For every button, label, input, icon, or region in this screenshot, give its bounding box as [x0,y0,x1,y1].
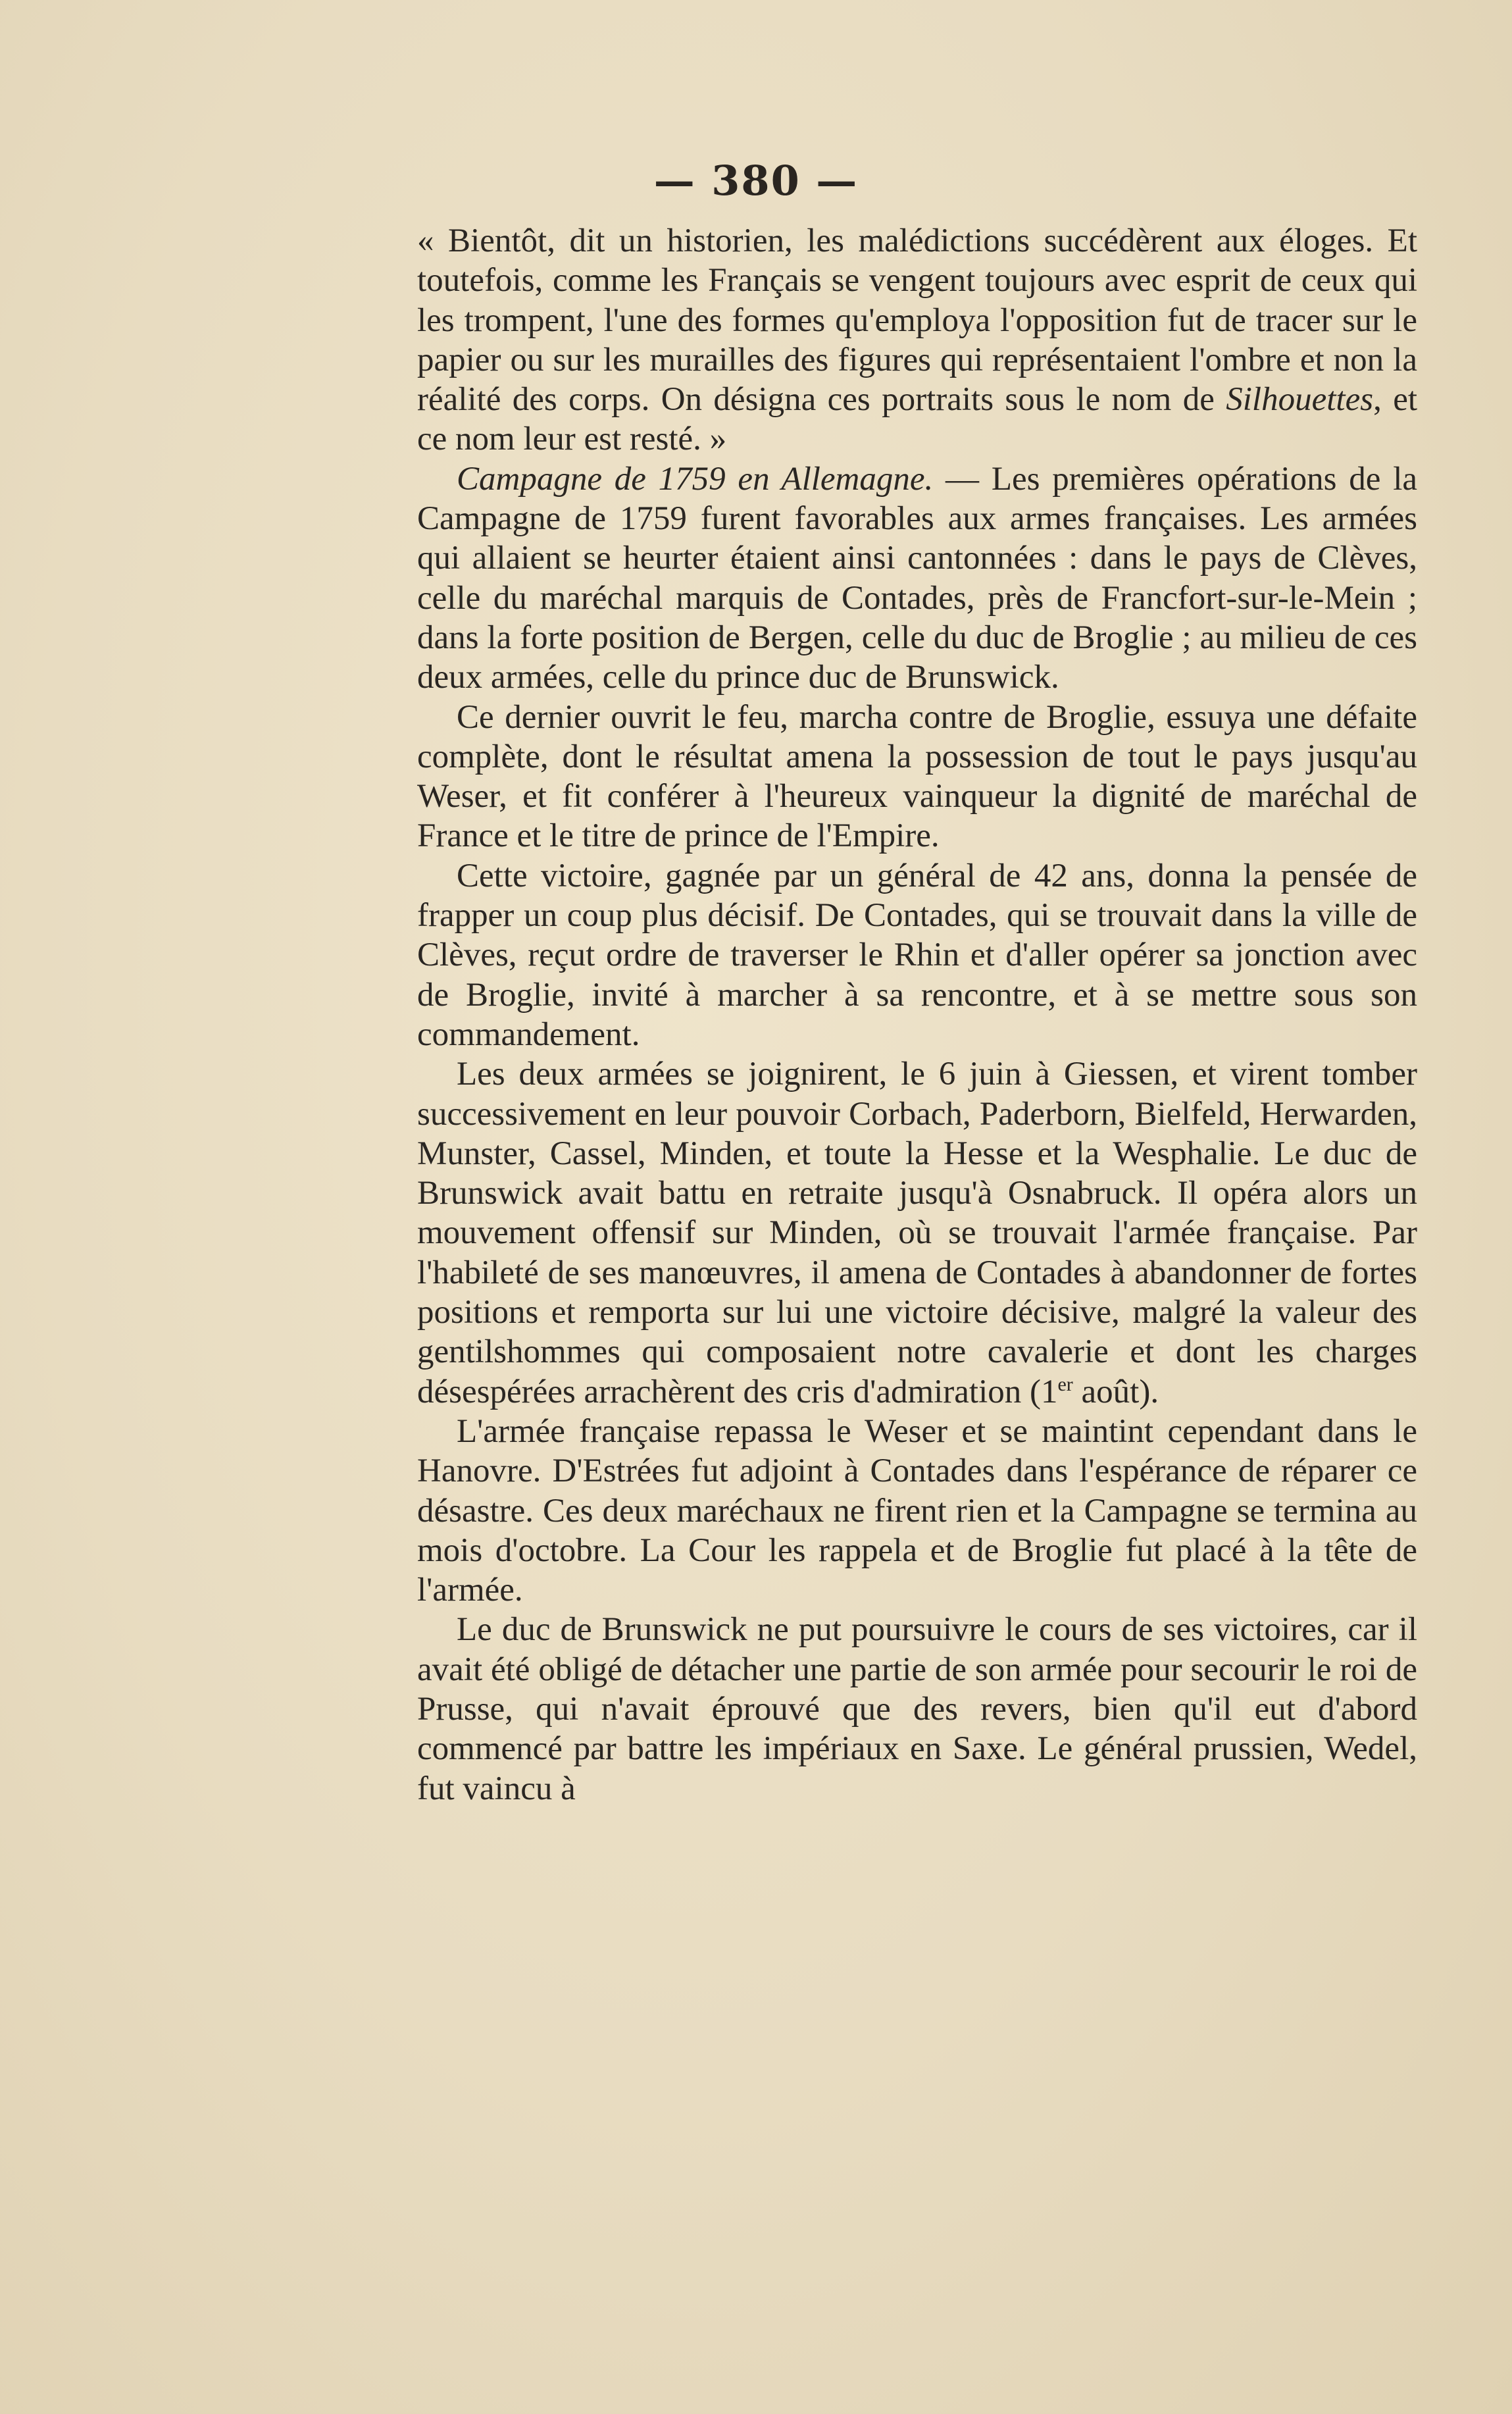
paragraph-5 [417,1054,1417,1412]
paragraph-text: Le duc de Brunswick ne put poursuivre le cours de ses victoires, car il avait été obligé de détacher une partie de son armée pour secourir le roi de Prusse, qui n'avait éprouvé que des revers, bien qu'il eut d'abord commencé par battre les impériaux en Saxe. Le général prussien, Wedel, fut vaincu à [417,1611,1417,1807]
paragraph-6 [417,1412,1417,1610]
section-heading: Campagne de 1759 en Allemagne. [457,460,934,498]
paragraph-text: — Les premières opérations de la Campagne de 1759 furent favorables aux armes françaises. Les armées qui allaient se heurter étaient ainsi cantonnées : dans le pays de Clèves, celle du maréchal marquis de Contades, près de Francfort-sur-le-Mein ; dans la forte position de Bergen, celle du duc de Broglie ; au milieu de ces deux armées, celle du prince duc de Brunswick. [417,460,1417,696]
superscript: er [1057,1373,1073,1395]
paragraph-4 [417,856,1417,1054]
paragraph-2 [417,459,1417,698]
paragraph-text: Cette victoire, gagnée par un général de 42 ans, donna la pensée de frapper un coup plus décisif. De Contades, qui se trouvait dans la ville de Clèves, reçut ordre de traverser le Rhin et d'aller opérer sa jonction avec de Broglie, invité à marcher à sa rencontre, et à se mettre sous son commandement. [417,857,1417,1053]
paragraph-1 [417,221,1417,459]
italic-term: Silhouettes [1226,381,1374,419]
paragraph-7 [417,1610,1417,1808]
paragraph-text: Les deux armées se joignirent, le 6 juin à Giessen, et virent tomber successivement en leur pouvoir Corbach, Paderborn, Bielfeld, Herwarden, Munster, Cassel, Minden, et toute la Hesse et la Wesphalie. Le duc de Brunswick avait battu en retraite jusqu'à Osnabruck. Il opéra alors un mouvement offensif sur Minden, où se trouvait l'armée française. Par l'habileté de ses manœuvres, il amena de Contades à abandonner de fortes positions et remporta sur lui une victoire décisive, malgré la valeur des gentilshommes qui composaient notre cavalerie et dont les charges désespérées arrachèrent des cris d'admiration (1 [417,1056,1417,1410]
body-text [417,221,1417,1809]
paragraph-3 [417,698,1417,856]
page-number: — 380 — [653,157,859,205]
paragraph-text: Ce dernier ouvrit le feu, marcha contre de Broglie, essuya une défaite complète, dont le résultat amena la possession de tout le pays jusqu'au Weser, et fit conférer à l'heureux vainqueur la dignité de maréchal de France et le titre de prince de l'Empire. [417,698,1417,855]
paragraph-text-end: , et ce nom leur est resté. » [417,381,1417,458]
paragraph-text: « Bientôt, dit un historien, les malédictions succédèrent aux éloges. Et toutefois, comme les Français se vengent toujours avec esprit de ceux qui les trompent, l'une des formes qu'employa l'opposition fut de tracer sur le papier ou sur les murailles des figures qui représentaient l'ombre et non la réalité des corps. On désigna ces portraits sous le nom de [417,222,1417,419]
paragraph-text: L'armée française repassa le Weser et se maintint cependant dans le Hanovre. D'Estrées fut adjoint à Contades dans l'espérance de réparer ce désastre. Ces deux maréchaux ne firent rien et la Campagne se termina au mois d'octobre. La Cour les rappela et de Broglie fut placé à la tête de l'armée. [417,1412,1417,1609]
paragraph-text-end: août). [1072,1373,1159,1410]
